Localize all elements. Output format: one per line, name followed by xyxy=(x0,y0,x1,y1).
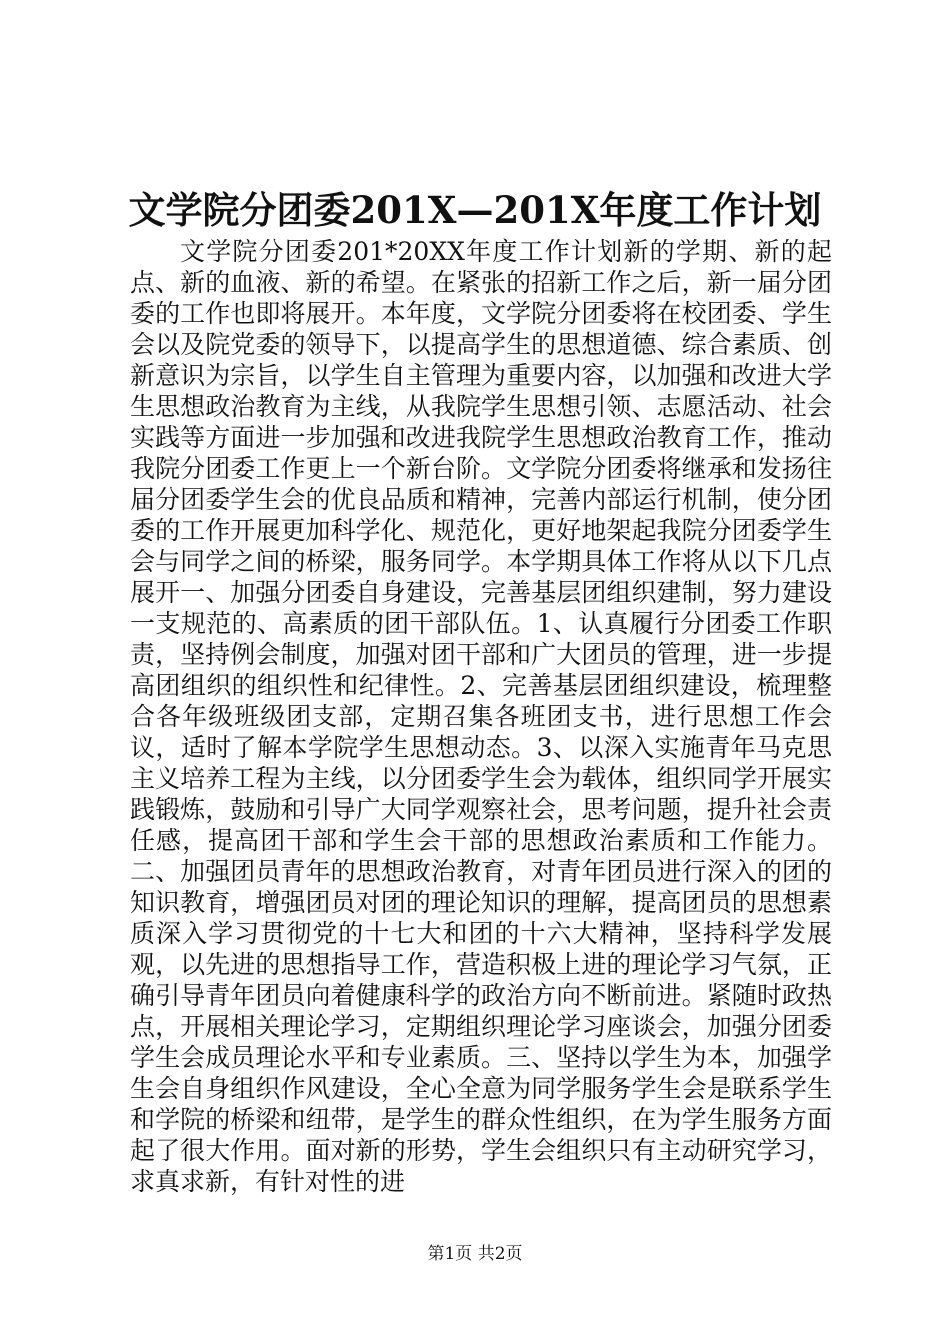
document-body: 文学院分团委201*20XX年度工作计划新的学期、新的起点、新的血液、新的希望。在紧张的招新工作之后，新一届分团委的工作也即将展开。本年度，文学院分团委将在校团委、学生会以及院党委的领导下，以提高学生的思想道德、综合素质、创新意识为宗旨，以学生自主管理为重要内容，以加强和改进大学生思想政治教育为主线，从我院学生思想引领、志愿活动、社会实践等方面进一步加强和改进我院学生思想政治教育工作，推动我院分团委工作更上一个新台阶。文学院分团委将继承和发扬往届分团委学生会的优良品质和精神，完善内部运行机制，使分团委的工作开展更加科学化、规范化，更好地架起我院分团委学生会与同学之间的桥梁，服务同学。本学期具体工作将从以下几点展开一、加强分团委自身建设，完善基层团组织建制，努力建设一支规范的、高素质的团干部队伍。1、认真履行分团委工作职责，坚持例会制度，加强对团干部和广大团员的管理，进一步提高团组织的组织性和纪律性。2、完善基层团组织建设，梳理整合各年级班级团支部，定期召集各班团支书，进行思想工作会议，适时了解本学院学生思想动态。3、以深入实施青年马克思主义培养工程为主线，以分团委学生会为载体，组织同学开展实践锻炼，鼓励和引导广大同学观察社会，思考问题，提升社会责任感，提高团干部和学生会干部的思想政治素质和工作能力。二、加强团员青年的思想政治教育，对青年团员进行深入的团的知识教育，增强团员对团的理论知识的理解，提高团员的思想素质深入学习贯彻党的十七大和团的十六大精神，坚持科学发展观，以先进的思想指导工作，营造积极上进的理论学习气氛，正确引导青年团员向着健康科学的政治方向不断前进。紧随时政热点，开展相关理论学习，定期组织理论学习座谈会，加强分团委学生会成员理论水平和专业素质。三、坚持以学生为本，加强学生会自身组织作风建设，全心全意为同学服务学生会是联系学生和学院的桥梁和纽带，是学生的群众性组织，在为学生服务方面起了很大作用。面对新的形势，学生会组织只有主动研究学习，求真求新，有针对性的进 xyxy=(130,237,832,1196)
page-number: 第1页 共2页 xyxy=(427,1244,523,1264)
document-title: 文学院分团委201X—201X年度工作计划 xyxy=(128,188,822,232)
